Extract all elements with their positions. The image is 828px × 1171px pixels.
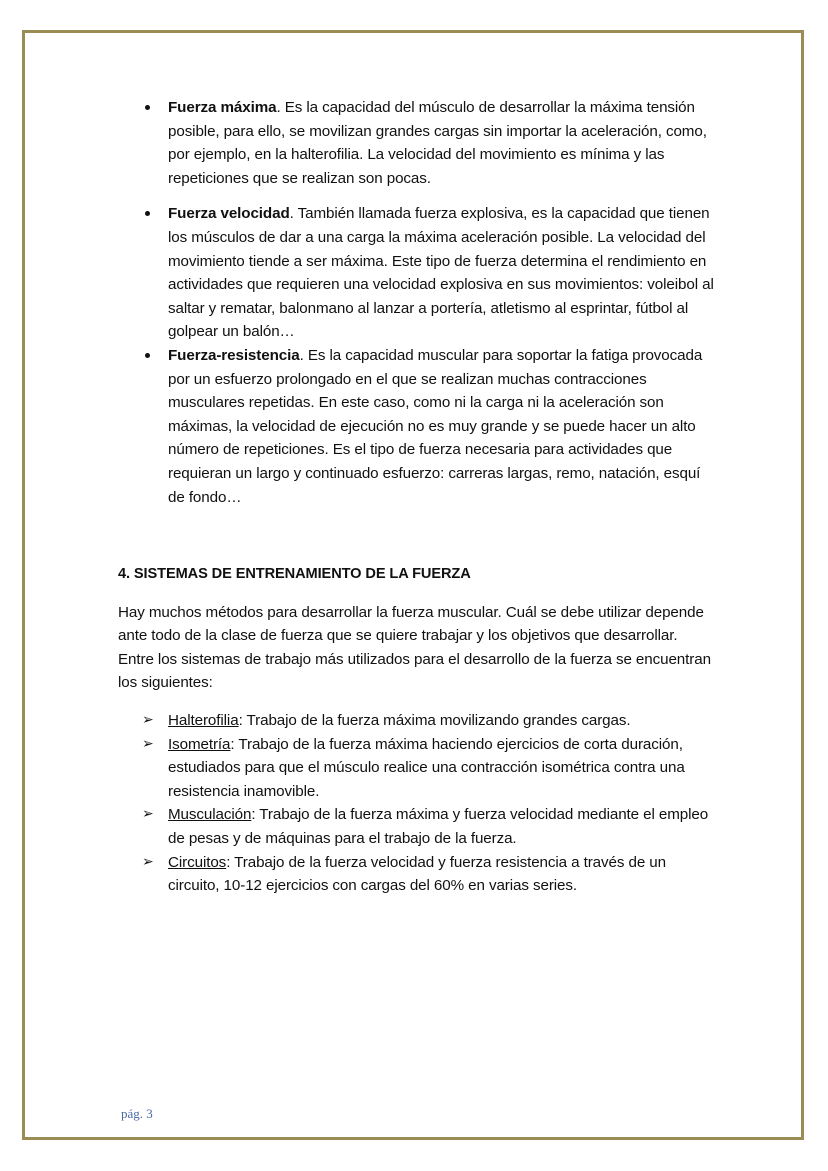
item-text: : Trabajo de la fuerza máxima movilizando grandes cargas. [238, 712, 631, 730]
bullet-dot-icon [145, 105, 150, 110]
section-intro: Hay muchos métodos para desarrollar la fuerza muscular. Cuál se debe utilizar depende ante todo de la clase de fuerza que se quiere trabajar y los objetivos que desarrollar. Entre los sistemas de trabajo más utilizados para el desarrollo de la fuerza se encuentran los siguientes: [118, 603, 711, 692]
term-underlined: Halterofilia [168, 712, 239, 730]
item-text: : Trabajo de la fuerza velocidad y fuerza resistencia a través de un circuito, 10-12 ejercicios con cargas del 60% en varias series. [168, 853, 666, 895]
list-item-fuerza-maxima [118, 96, 714, 190]
list-item-circuitos [118, 851, 714, 898]
list-item-musculacion [118, 803, 714, 850]
training-systems-list [118, 709, 714, 898]
force-types-list [118, 96, 714, 509]
term-bold: Fuerza velocidad [168, 205, 290, 223]
item-text: . También llamada fuerza explosiva, es la capacidad que tienen los músculos de dar a una carga la máxima aceleración posible. La velocidad del movimiento tiende a ser máxima. Este tipo de fuerza determina el rendimiento en actividades que requieren una velocidad explosiva en sus movimientos: voleibol al saltar y rematar, balonmano al lanzar a portería, atletismo al esprintar, fútbol al golpear un balón… [168, 205, 714, 341]
page-number: pág. 3 [121, 1106, 153, 1121]
arrow-bullet-icon: ➢ [142, 806, 154, 823]
arrow-bullet-icon: ➢ [142, 735, 154, 752]
term-bold: Fuerza máxima [168, 99, 277, 116]
term-underlined: Isometría [168, 735, 231, 753]
item-text: . Es la capacidad muscular para soportar la fatiga provocada por un esfuerzo prolongado en el que se realizan muchas contracciones musculares repetidas. En este caso, como ni la carga ni la aceleración son máximas, la velocidad de ejecución no es muy grande y se puede hacer un alto número de repeticiones. Es el tipo de fuerza necesaria para actividades que requieran un largo y continuado esfuerzo: carreras largas, remo, natación, esquí de fondo… [168, 346, 703, 506]
spacer [118, 190, 714, 202]
item-text: . Es la capacidad del músculo de desarrollar la máxima tensión posible, para ello, se movilizan grandes cargas sin importar la aceleración, como, por ejemplo, en la halterofilia. La velocidad del movimiento es mínima y las repeticiones que se realizan son pocas. [168, 99, 707, 187]
bullet-dot-icon [145, 353, 150, 358]
list-item-fuerza-velocidad [118, 202, 714, 344]
list-item-isometria [118, 733, 714, 804]
term-underlined: Circuitos [168, 853, 227, 871]
list-item-halterofilia [118, 709, 714, 733]
bullet-dot-icon [145, 211, 150, 216]
item-text: : Trabajo de la fuerza máxima y fuerza velocidad mediante el empleo de pesas y de máquinas para el trabajo de la fuerza. [168, 806, 709, 848]
item-text: : Trabajo de la fuerza máxima haciendo ejercicios de corta duración, estudiados para que el músculo realice una contracción isométrica contra una resistencia inamovible. [168, 735, 685, 800]
term-bold: Fuerza-resistencia [168, 346, 300, 364]
section-heading: 4. SISTEMAS DE ENTRENAMIENTO DE LA FUERZA [118, 566, 471, 583]
arrow-bullet-icon: ➢ [142, 712, 154, 729]
list-item-fuerza-resistencia [118, 344, 714, 509]
arrow-bullet-icon: ➢ [142, 853, 154, 870]
page-content [118, 96, 714, 898]
term-underlined: Musculación [168, 806, 252, 824]
